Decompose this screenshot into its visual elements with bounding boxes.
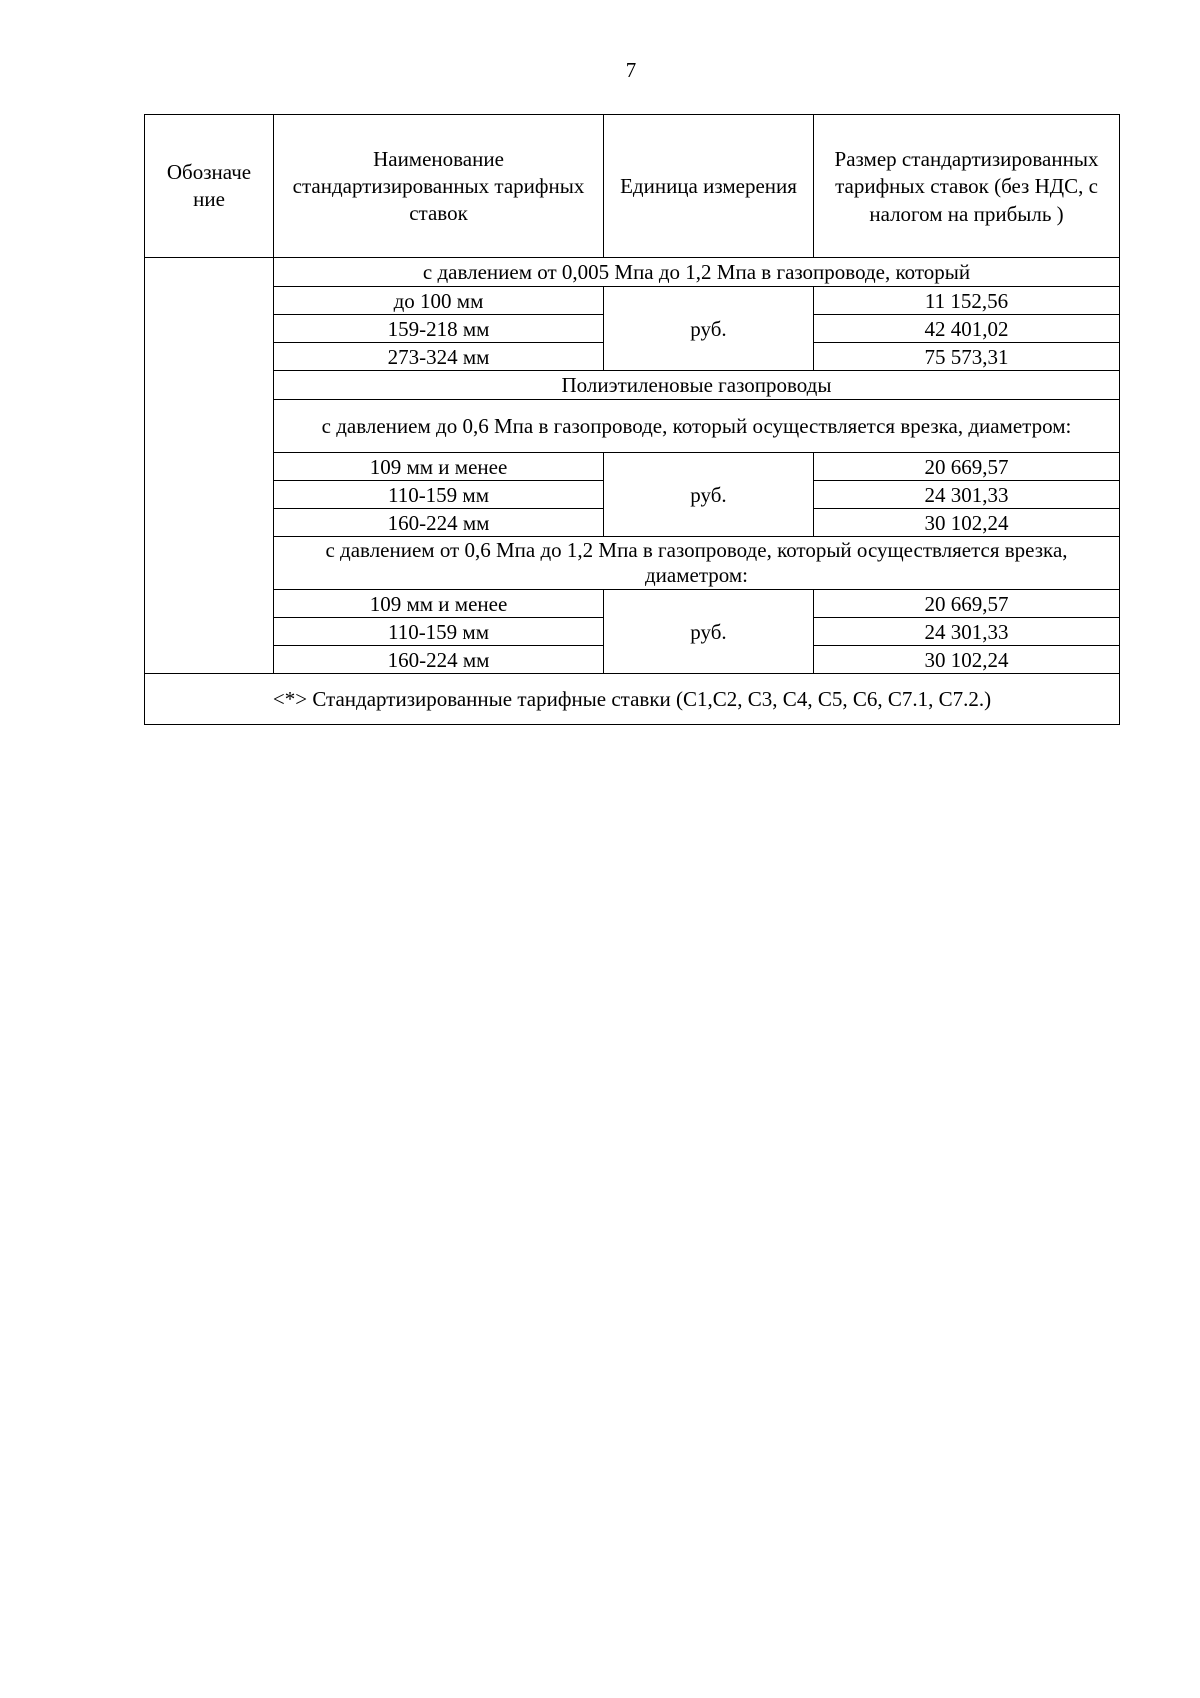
section-title: с давлением от 0,005 Мпа до 1,2 Мпа в газопроводе, который [274, 258, 1120, 287]
header-name: Наименование стандартизированных тарифных ставок [274, 115, 604, 258]
row-value: 42 401,02 [814, 315, 1120, 343]
row-name: до 100 мм [274, 287, 604, 315]
header-unit: Единица измерения [604, 115, 814, 258]
row-value: 75 573,31 [814, 343, 1120, 371]
table-row [145, 453, 1120, 481]
header-size: Размер стандартизированных тарифных ставок (без НДС, с налогом на прибыль ) [814, 115, 1120, 258]
row-name: 109 мм и менее [274, 590, 604, 618]
row-name: 159-218 мм [274, 315, 604, 343]
table-row [145, 287, 1120, 315]
row-name: 273-324 мм [274, 343, 604, 371]
table-header-row [145, 115, 1120, 258]
section-title: с давлением от 0,6 Мпа до 1,2 Мпа в газопроводе, который осуществляется врезка, диаметром: [274, 537, 1120, 590]
row-value: 20 669,57 [814, 453, 1120, 481]
footnote: <*> Стандартизированные тарифные ставки (С1,С2, С3, С4, С5, С6, С7.1, С7.2.) [145, 674, 1120, 725]
row-value: 24 301,33 [814, 481, 1120, 509]
row-value: 24 301,33 [814, 618, 1120, 646]
table-row [145, 590, 1120, 618]
footnote-row [145, 674, 1120, 725]
section-title-row [145, 258, 1120, 287]
row-value: 11 152,56 [814, 287, 1120, 315]
row-name: 160-224 мм [274, 646, 604, 674]
row-value: 20 669,57 [814, 590, 1120, 618]
section-title-row [145, 537, 1120, 590]
header-designation: Обозначе ние [145, 115, 274, 258]
row-value: 30 102,24 [814, 509, 1120, 537]
row-name: 109 мм и менее [274, 453, 604, 481]
tariff-table [144, 114, 1120, 725]
group-title-row [145, 371, 1120, 400]
section-title-row [145, 400, 1120, 453]
row-name: 160-224 мм [274, 509, 604, 537]
page-number: 7 [625, 58, 637, 82]
row-name: 110-159 мм [274, 618, 604, 646]
designation-cell [145, 258, 274, 674]
unit-cell: руб. [604, 590, 814, 674]
row-name: 110-159 мм [274, 481, 604, 509]
unit-cell: руб. [604, 453, 814, 537]
row-value: 30 102,24 [814, 646, 1120, 674]
unit-cell: руб. [604, 287, 814, 371]
section-title: с давлением до 0,6 Мпа в газопроводе, который осуществляется врезка, диаметром: [274, 400, 1120, 453]
group-title: Полиэтиленовые газопроводы [274, 371, 1120, 400]
